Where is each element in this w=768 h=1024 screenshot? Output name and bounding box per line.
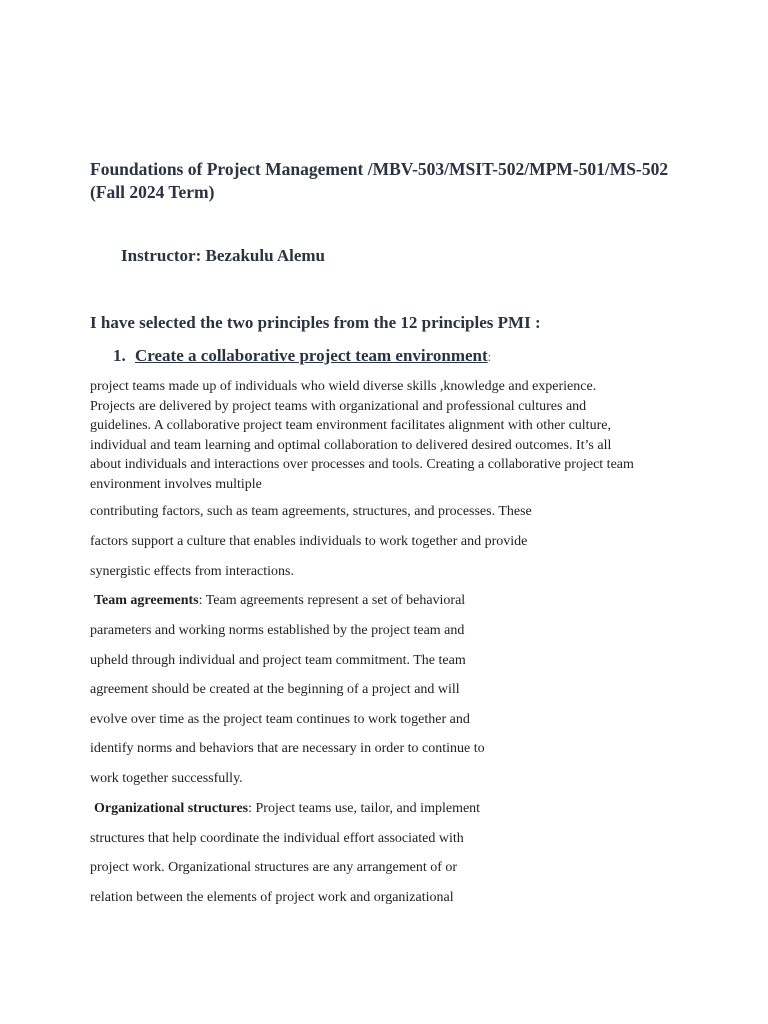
org-structures-label: Organizational structures: [94, 801, 249, 816]
team-agreements-line: [94, 592, 465, 610]
principle-paragraph: [90, 377, 690, 494]
body-line: upheld through individual and project team commitment. The team: [90, 653, 466, 668]
body-line: relation between the elements of project work and organizational: [90, 890, 454, 905]
body-line: work together successfully.: [90, 771, 243, 786]
org-structures-line: [94, 800, 480, 818]
principle-1-heading: [113, 346, 491, 366]
paragraph-line: environment involves multiple: [90, 476, 262, 492]
body-line: agreement should be created at the beginning of a project and will: [90, 682, 460, 697]
title-line-2: (Fall 2024 Term): [90, 182, 215, 202]
body-line: synergistic effects from interactions.: [90, 564, 294, 579]
paragraph-line: Projects are delivered by project teams with organizational and professional cultures and: [90, 398, 587, 414]
principle-title: Create a collaborative project team environment: [135, 346, 488, 365]
paragraph-line: about individuals and interactions over processes and tools. Creating a collaborative project team: [90, 457, 634, 472]
body-line: factors support a culture that enables individuals to work together and provide: [90, 534, 528, 549]
instructor-line: Instructor: Bezakulu Alemu: [121, 246, 325, 265]
body-line: evolve over time as the project team continues to work together and: [90, 712, 470, 727]
intro-heading: I have selected the two principles from the 12 principles PMI :: [90, 313, 541, 332]
title-line-1: Foundations of Project Management /MBV-503/MSIT-502/MPM-501/MS-502: [90, 159, 669, 179]
body-line: project work. Organizational structures are any arrangement of or: [90, 860, 458, 875]
body-line: structures that help coordinate the individual effort associated with: [90, 831, 464, 846]
body-line: identify norms and behaviors that are necessary in order to continue to: [90, 741, 485, 756]
body-line: parameters and working norms established by the project team and: [90, 623, 465, 638]
paragraph-line: individual and team learning and optimal collaboration to delivered desired outcomes. It’s all: [90, 437, 612, 453]
document-title: [90, 158, 668, 204]
principle-colon: :: [487, 349, 492, 364]
team-agreements-text: : Team agreements represent a set of behavioral: [198, 593, 466, 608]
org-structures-text: : Project teams use, tailor, and implement: [248, 801, 481, 816]
paragraph-line: project teams made up of individuals who wield diverse skills ,knowledge and experience.: [90, 379, 597, 394]
list-number: 1.: [113, 346, 126, 365]
paragraph-line: guidelines. A collaborative project team environment facilitates alignment with other culture,: [90, 418, 611, 433]
body-line: contributing factors, such as team agreements, structures, and processes. These: [90, 504, 532, 519]
team-agreements-label: Team agreements: [94, 593, 199, 608]
